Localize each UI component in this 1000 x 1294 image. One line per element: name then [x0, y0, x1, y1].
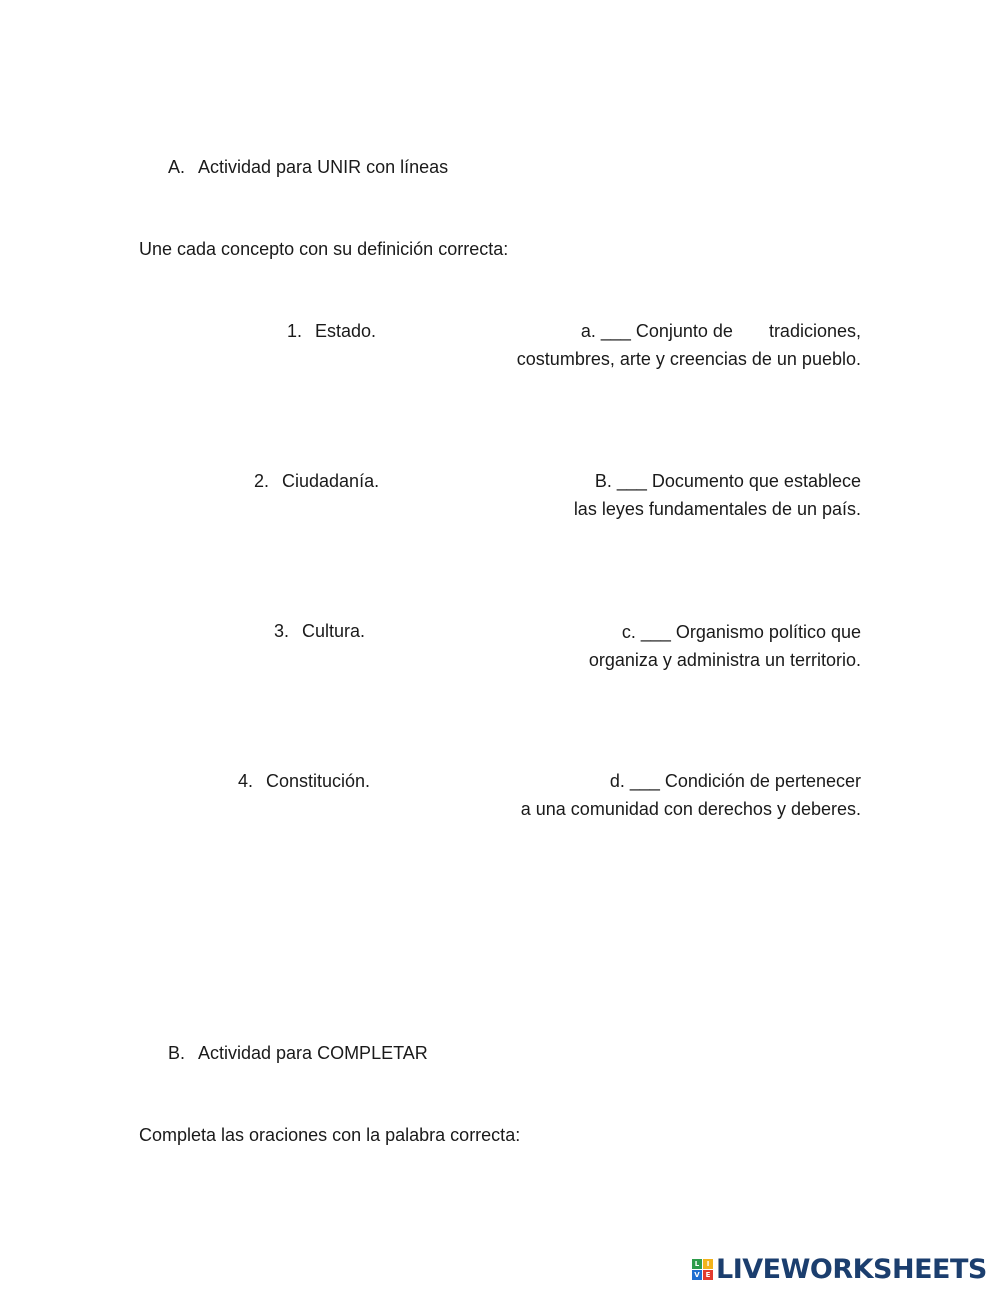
section-a-letter: A. — [168, 157, 186, 177]
concept-label: Ciudadanía. — [282, 471, 380, 491]
definition-line-1: c. ___ Organismo político que — [621, 622, 861, 642]
section-b-instruction: Completa las oraciones con la palabra correcta: — [139, 1125, 521, 1145]
logo-block-l: L — [692, 1259, 702, 1269]
concept-number: 4. — [238, 771, 254, 791]
section-a-instruction: Une cada concepto con su definición correcta: — [139, 239, 509, 259]
definition-item-b — [574, 467, 861, 523]
concept-number: 2. — [254, 471, 270, 491]
definition-line-1 — [517, 317, 861, 345]
definition-item-c — [589, 618, 861, 674]
concept-item-4 — [238, 771, 370, 792]
definition-line-1: B. ___ Documento que establece — [594, 471, 861, 491]
definition-line-2: costumbres, arte y creencias de un pueblo. — [516, 349, 861, 369]
section-a-heading — [168, 157, 448, 178]
definition-line-1-end: tradiciones, — [768, 321, 861, 341]
concept-label: Constitución. — [266, 771, 371, 791]
section-b-title: Actividad para COMPLETAR — [198, 1043, 428, 1063]
concept-item-2 — [254, 471, 379, 492]
definition-item-d — [521, 767, 861, 823]
definition-line-1: d. ___ Condición de pertenecer — [609, 771, 861, 791]
section-b-heading — [168, 1043, 428, 1064]
section-a-title: Actividad para UNIR con líneas — [198, 157, 449, 177]
section-b-letter: B. — [168, 1043, 186, 1063]
concept-item-3 — [274, 621, 365, 642]
logo-block-i: I — [703, 1259, 713, 1269]
definition-line-2: las leyes fundamentales de un país. — [573, 499, 861, 519]
concept-label: Cultura. — [302, 621, 366, 641]
concept-label: Estado. — [315, 321, 377, 341]
liveworksheets-logo[interactable] — [692, 1254, 987, 1284]
logo-wordmark: LIVEWORKSHEETS — [716, 1253, 987, 1285]
definition-line-2: a una comunidad con derechos y deberes. — [520, 799, 861, 819]
definition-line-1-start: a. ___ Conjunto de — [580, 321, 733, 341]
logo-blocks-icon — [692, 1259, 713, 1280]
logo-block-v: V — [692, 1270, 702, 1280]
definition-line-2: organiza y administra un territorio. — [588, 650, 861, 670]
logo-block-e: E — [703, 1270, 713, 1280]
concept-item-1 — [287, 321, 376, 342]
concept-number: 1. — [287, 321, 303, 341]
definition-item-a — [517, 317, 861, 373]
concept-number: 3. — [274, 621, 290, 641]
